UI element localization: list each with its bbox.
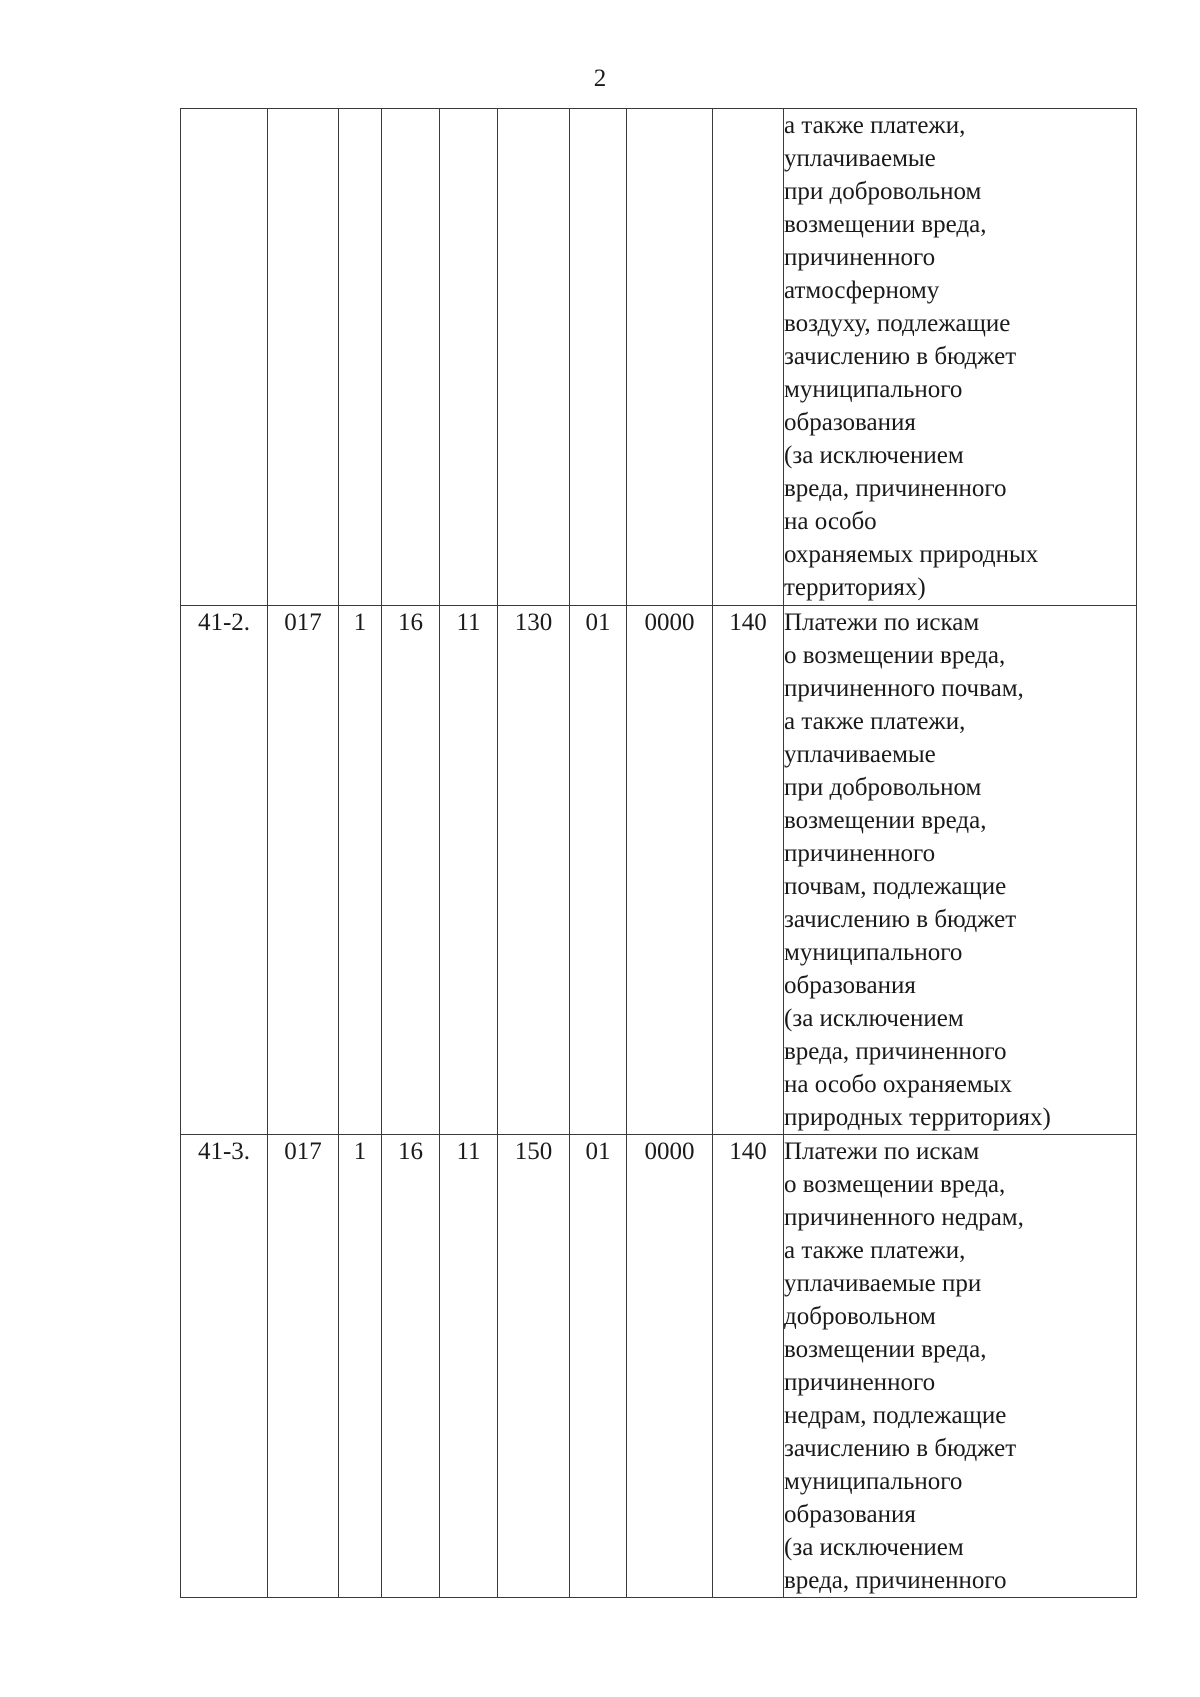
description-line: вреда, причиненного (784, 1038, 1007, 1065)
page-number: 2 (593, 65, 607, 92)
description-line: уплачиваемые при (784, 1270, 982, 1297)
description-line: причиненного (784, 1369, 936, 1396)
description-line: (за исключением (784, 442, 964, 469)
subarticle-code-cell: 130 (498, 606, 570, 1135)
description-line: (за исключением (784, 1534, 964, 1561)
subarticle-code-cell (498, 109, 570, 606)
group-code-cell (339, 109, 382, 606)
description-line: а также платежи, (784, 708, 966, 735)
description-line: уплачиваемые (784, 145, 936, 172)
description-line: вреда, причиненного (784, 1567, 1007, 1594)
description-line: возмещении вреда, (784, 1336, 987, 1363)
description-line: а также платежи, (784, 1237, 966, 1264)
article-code-cell: 11 (440, 1135, 498, 1598)
description-line: возмещении вреда, (784, 211, 987, 238)
group-code-cell: 1 (339, 1135, 382, 1598)
table-row (181, 1135, 1137, 1598)
description-line: на особо (784, 508, 877, 535)
description-line: охраняемых природных (784, 541, 1039, 568)
description-line: причиненного почвам, (784, 675, 1024, 702)
subgroup-code-cell: 16 (382, 606, 440, 1135)
program-code-cell: 0000 (627, 606, 713, 1135)
description-cell (784, 109, 1137, 606)
description-line: Платежи по искам (784, 1138, 980, 1165)
group-code-cell: 1 (339, 606, 382, 1135)
economic-code-cell: 140 (713, 606, 784, 1135)
description-line: Платежи по искам (784, 609, 980, 636)
description-line: добровольном (784, 1303, 936, 1330)
subgroup-code-cell: 16 (382, 1135, 440, 1598)
description-line: при добровольном (784, 178, 982, 205)
table-row (181, 606, 1137, 1135)
description-line: муниципального (784, 1468, 963, 1495)
element-code-cell: 01 (570, 606, 627, 1135)
description-line: муниципального (784, 376, 963, 403)
description-line: недрам, подлежащие (784, 1402, 1007, 1429)
description-line: зачислению в бюджет (784, 906, 1017, 933)
admin-code-cell: 017 (268, 1135, 339, 1598)
program-code-cell (627, 109, 713, 606)
description-line: возмещении вреда, (784, 807, 987, 834)
description-line: образования (784, 409, 916, 436)
description-line: муниципального (784, 939, 963, 966)
article-code-cell (440, 109, 498, 606)
description-line: территориях) (784, 574, 926, 601)
subgroup-code-cell (382, 109, 440, 606)
economic-code-cell: 140 (713, 1135, 784, 1598)
description-line: при добровольном (784, 774, 982, 801)
subarticle-code-cell: 150 (498, 1135, 570, 1598)
description-line: почвам, подлежащие (784, 873, 1007, 900)
description-line: воздуху, подлежащие (784, 310, 1011, 337)
program-code-cell: 0000 (627, 1135, 713, 1598)
article-code-cell: 11 (440, 606, 498, 1135)
description-line: (за исключением (784, 1005, 964, 1032)
description-line: образования (784, 1501, 916, 1528)
economic-code-cell (713, 109, 784, 606)
row-number-cell: 41-2. (181, 606, 268, 1135)
description-line: атмосферному (784, 277, 940, 304)
description-line: природных территориях) (784, 1104, 1051, 1131)
description-line: о возмещении вреда, (784, 642, 1006, 669)
table-row (181, 109, 1137, 606)
description-cell (784, 606, 1137, 1135)
description-line: уплачиваемые (784, 741, 936, 768)
row-number-cell: 41-3. (181, 1135, 268, 1598)
budget-codes-table (180, 108, 1137, 1598)
description-line: причиненного (784, 244, 936, 271)
description-line: зачислению в бюджет (784, 343, 1017, 370)
element-code-cell (570, 109, 627, 606)
description-line: о возмещении вреда, (784, 1171, 1006, 1198)
admin-code-cell: 017 (268, 606, 339, 1135)
admin-code-cell (268, 109, 339, 606)
description-line: образования (784, 972, 916, 999)
description-line: на особо охраняемых (784, 1071, 1012, 1098)
description-line: зачислению в бюджет (784, 1435, 1017, 1462)
description-line: а также платежи, (784, 112, 966, 139)
description-line: причиненного недрам, (784, 1204, 1024, 1231)
description-cell (784, 1135, 1137, 1598)
description-line: вреда, причиненного (784, 475, 1007, 502)
description-line: причиненного (784, 840, 936, 867)
row-number-cell (181, 109, 268, 606)
element-code-cell: 01 (570, 1135, 627, 1598)
